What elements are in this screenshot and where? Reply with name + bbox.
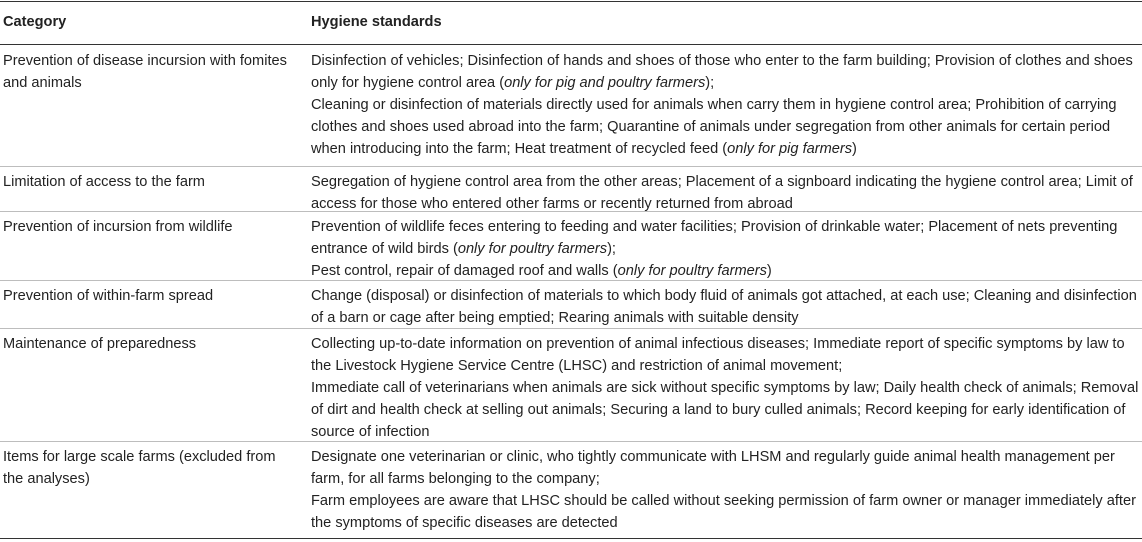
category-cell — [0, 280, 306, 329]
header-category: Category — [3, 14, 67, 30]
standard-line — [311, 216, 1139, 260]
standard-text: Designate one veterinarian or clinic, who tightly communicate with LHSM and regularly guide animal health management per farm, for all farms belonging to the company; — [311, 449, 1115, 487]
standard-line — [311, 94, 1139, 160]
table-row — [0, 280, 1142, 328]
standard-line — [311, 446, 1139, 490]
standard-line — [311, 171, 1139, 215]
standard-line — [311, 260, 1139, 282]
table-row — [0, 328, 1142, 441]
standard-text-tail: ) — [766, 263, 772, 279]
standard-line — [311, 377, 1139, 443]
category-cell — [0, 441, 306, 539]
standard-text: Prevention of wildlife feces entering to feeding and water facilities; Provision of drinkable water; Placement of nets preventing entrance of wild birds ( — [311, 219, 1118, 257]
standard-note: only for pig farmers — [727, 141, 853, 157]
standards-text — [311, 216, 1139, 282]
standards-cell — [306, 441, 1142, 539]
standards-text — [311, 285, 1139, 329]
standard-line — [311, 490, 1139, 534]
standard-text: Immediate call of veterinarians when animals are sick without specific symptoms by law; Daily health check of animals; Removal of dirt and health check at selling out animals; Securing a land to bury culled animals; Record keeping for early identification of source of infection — [311, 380, 1139, 440]
category-cell — [0, 45, 306, 167]
standards-cell — [306, 45, 1142, 167]
standard-text: Change (disposal) or disinfection of materials to which body fluid of animals got attached, at each use; Cleaning and disinfection of a barn or cage after being emptied; Rearing animals with suitable density — [311, 288, 1137, 326]
standards-cell — [306, 211, 1142, 281]
category-text: Maintenance of preparedness — [3, 336, 197, 352]
header-hygiene-standards: Hygiene standards — [311, 14, 442, 30]
category-text: Limitation of access to the farm — [3, 174, 205, 190]
category-cell — [0, 211, 306, 281]
category-text: Items for large scale farms (excluded from the analyses) — [3, 449, 276, 487]
category-cell — [0, 166, 306, 212]
standards-text — [311, 446, 1139, 534]
standard-text: Segregation of hygiene control area from the other areas; Placement of a signboard indicating the hygiene control area; Limit of access for those who entered other farms or recently returned from abroad — [311, 174, 1133, 212]
standards-cell — [306, 166, 1142, 212]
table-row — [0, 441, 1142, 538]
category-text: Prevention of incursion from wildlife — [3, 219, 233, 235]
standard-note: only for poultry farmers — [457, 241, 608, 257]
table-header-row — [0, 0, 1142, 45]
standards-text — [311, 171, 1139, 215]
table-row — [0, 166, 1142, 211]
category-text: Prevention of disease incursion with fomites and animals — [3, 53, 287, 91]
standards-cell — [306, 328, 1142, 442]
standard-text: Collecting up-to-date information on prevention of animal infectious diseases; Immediate report of specific symptoms by law to the Livestock Hygiene Service Centre (LHSC) and restriction of animal movement; — [311, 336, 1125, 374]
standard-text-tail: ); — [607, 241, 616, 257]
standard-text: Cleaning or disinfection of materials directly used for animals when carry them in hygiene control area; Prohibition of carrying clothes and shoes used abroad into the farm; Quarantine of animals under segregation from other animals for certain period when introducing into the farm; Heat treatment of recycled feed ( — [311, 97, 1117, 157]
standard-text: Farm employees are aware that LHSC should be called without seeking permission of farm owner or manager immediately after the symptoms of specific diseases are detected — [311, 493, 1136, 531]
standard-line — [311, 285, 1139, 329]
standards-text — [311, 333, 1139, 443]
standard-note: only for poultry farmers — [617, 263, 767, 279]
table-row — [0, 45, 1142, 166]
standard-text-tail: ) — [852, 141, 857, 157]
category-text: Prevention of within-farm spread — [3, 288, 214, 304]
standard-text: Pest control, repair of damaged roof and walls ( — [311, 263, 618, 279]
standards-cell — [306, 280, 1142, 329]
standard-line — [311, 333, 1139, 377]
table-row — [0, 211, 1142, 280]
standards-text — [311, 50, 1139, 160]
standard-text: Disinfection of vehicles; Disinfection of hands and shoes of those who enter to the farm building; Provision of clothes and shoes only for hygiene control area ( — [311, 53, 1133, 91]
standard-note: only for pig and poultry farmers — [504, 75, 706, 91]
standard-line — [311, 50, 1139, 94]
standard-text-tail: ); — [705, 75, 715, 91]
category-cell — [0, 328, 306, 442]
